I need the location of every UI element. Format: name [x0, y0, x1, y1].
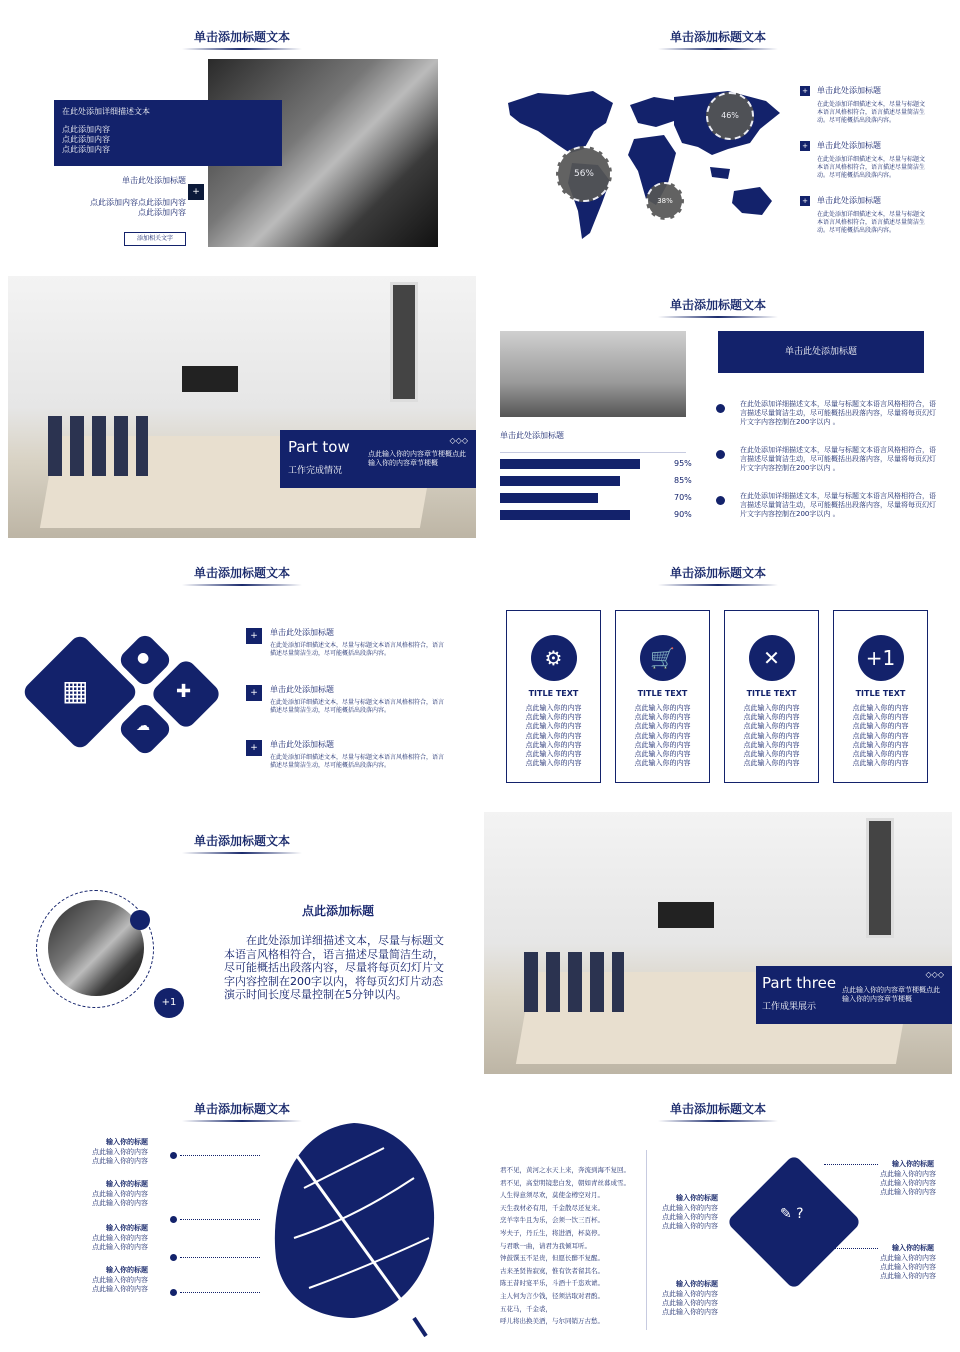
connector-line: [180, 1155, 260, 1156]
plus-icon: +: [246, 628, 262, 644]
slide-title: 单击添加标题文本: [193, 30, 290, 44]
item-line: 点此输入你的内容: [880, 1170, 936, 1178]
item-body: 在此处添加详细描述文本，尽量与标题文本语言风格相符合，语言描述尽量简洁生动。尽可能概括出段落内容。: [817, 156, 926, 179]
bullet-dot: [716, 496, 725, 505]
card-body: 点此输入你的内容 点此输入你的内容 点此输入你的内容 点此输入你的内容 点此输入你的内容 点此输入你的内容 点此输入你的内容: [634, 704, 691, 768]
item-head: 单击此处添加标题: [270, 685, 334, 694]
section-head: 点此添加标题: [301, 904, 374, 918]
office-window: [390, 282, 418, 402]
plus-icon: +: [800, 196, 810, 206]
item-line: 点此输入你的内容: [662, 1299, 718, 1307]
slide-5: [8, 544, 476, 808]
poem-line: 君不见，黄河之水天上来，奔流到海不复回。: [500, 1166, 630, 1174]
plus-one-icon: +1: [858, 635, 904, 681]
poem-line: 五花马，千金裘，: [500, 1304, 552, 1313]
item-body: 在此处添加详细描述文本，尽量与标题文本语言风格相符合，语言描述尽量简洁生动，尽可能概括出段落内容，尽量将每页幻灯片文字内容控制在200字以内 。: [740, 492, 936, 518]
poem-line: 与君歌一曲，请君为我倾耳听。: [500, 1241, 591, 1250]
diamond-icons: ◇◇◇: [449, 436, 468, 445]
part-title: Part three: [762, 974, 837, 992]
item-line: 点此输入你的内容: [662, 1308, 718, 1316]
poem-line: 君不见，高堂明镜悲白发，朝如青丝暮成雪。: [500, 1178, 630, 1187]
bar-chart: [500, 459, 710, 529]
slide-8: [484, 812, 952, 1074]
connector-line: [180, 1257, 260, 1258]
item-head: 单击此处添加标题: [270, 740, 334, 749]
item-line: 点此输入你的内容: [92, 1234, 148, 1242]
sub-head: 单击此处添加标题: [122, 176, 186, 185]
cart-icon: 🛒: [640, 635, 686, 681]
slide-10: [484, 1080, 952, 1344]
bullet-dot: [716, 404, 725, 413]
item-line: 点此输入你的内容: [880, 1272, 936, 1280]
stat-pct: 46%: [721, 111, 739, 120]
title-box-text: 单击此处添加标题: [784, 347, 857, 357]
card-title: TITLE TEXT: [637, 689, 688, 698]
card-body: 点此输入你的内容 点此输入你的内容 点此输入你的内容 点此输入你的内容 点此输入你的内容 点此输入你的内容 点此输入你的内容: [743, 704, 800, 768]
item-line: 点此输入你的内容: [92, 1199, 148, 1207]
item-head: 输入你的标题: [106, 1180, 148, 1188]
slide-title: 单击添加标题文本: [669, 30, 766, 44]
slide-3: [8, 276, 476, 538]
title-underline: [658, 584, 778, 586]
item-line: 点此输入你的内容: [92, 1157, 148, 1165]
item-line: 点此输入你的内容: [92, 1190, 148, 1198]
item-body: 在此处添加详细描述文本，尽量与标题文本语言风格相符合，语言描述尽量简洁生动，尽可能概括出段落内容。: [270, 699, 445, 714]
item-line: 点此输入你的内容: [880, 1263, 936, 1271]
mic-icon: ●: [137, 650, 150, 666]
feature-card: [615, 610, 710, 783]
puzzle-icon: ✚: [176, 681, 192, 702]
item-head: 输入你的标题: [676, 1194, 718, 1202]
item-body: 在此处添加详细描述文本，尽量与标题文本语言风格相符合，语言描述尽量简洁生动，尽可能概括出段落内容。: [270, 642, 445, 657]
card-title: TITLE TEXT: [855, 689, 906, 698]
puzzle-glyphs-icon: ✎ ?: [780, 1206, 804, 1222]
item-line: 点此输入你的内容: [880, 1188, 936, 1196]
bullet-dot: [170, 1289, 177, 1296]
office-chairs: [48, 416, 148, 476]
bar-pct: 90%: [674, 510, 692, 519]
item-line: 点此输入你的内容: [92, 1285, 148, 1293]
poem-line: 主人何为言少钱，径须沽取对君酌。: [500, 1291, 604, 1300]
chart-divider: [500, 452, 686, 453]
feature-card: [724, 610, 819, 783]
bar-label: 输入标题: [504, 470, 525, 476]
slide-title: 单击添加标题文本: [669, 1102, 766, 1116]
bar: [500, 459, 640, 476]
bar-pct: 85%: [674, 476, 692, 485]
item-head: 单击此处添加标题: [817, 86, 881, 95]
cubicle-photo: [500, 331, 686, 417]
plus-one-badge-icon: +1: [154, 988, 184, 1018]
item-line: 点此输入你的内容: [92, 1276, 148, 1284]
box-line: 点此添加内容: [62, 125, 110, 134]
item-body: 在此处添加详细描述文本，尽量与标题文本语言风格相符合，语言描述尽量简洁生动。尽可能概括出段落内容。: [817, 211, 926, 234]
bar: [500, 493, 598, 510]
poem-line: 古来圣贤皆寂寞，惟有饮者留其名。: [500, 1266, 604, 1275]
plus-icon: +: [800, 141, 810, 151]
poem-line: 钟鼓馔玉不足贵，但愿长醉不复醒。: [500, 1254, 604, 1263]
slide-title: 单击添加标题文本: [193, 1102, 290, 1116]
bar-label: 输入标题: [504, 504, 525, 510]
bullet-dot: [716, 450, 725, 459]
item-line: 点此输入你的内容: [92, 1243, 148, 1251]
connector-line: [824, 1164, 878, 1165]
connector-line: [180, 1292, 260, 1293]
office-tv: [182, 366, 238, 392]
item-head: 输入你的标题: [892, 1160, 934, 1168]
poem-text: [500, 1164, 648, 1328]
poem-line: 人生得意须尽欢，莫使金樽空对月。: [500, 1191, 604, 1200]
title-underline: [658, 48, 778, 50]
diamond-icons: ◇◇◇: [925, 970, 944, 979]
title-underline: [182, 584, 302, 586]
item-body: 在此处添加详细描述文本，尽量与标题文本语言风格相符合，语言描述尽量简洁生动，尽可能概括出段落内容，尽量将每页幻灯片文字内容控制在200字以内 。: [740, 446, 936, 472]
sub-line: 点此添加内容: [138, 208, 186, 217]
puzzle-leaf-icon: [264, 1118, 444, 1338]
chart-head: 单击此处添加标题: [500, 431, 564, 440]
part-desc: 点此输入你的内容章节梗概点此输入你的内容章节梗概: [842, 986, 940, 1003]
card-body: 点此输入你的内容 点此输入你的内容 点此输入你的内容 点此输入你的内容 点此输入你的内容 点此输入你的内容 点此输入你的内容: [852, 704, 909, 768]
slide-9: [8, 1080, 476, 1344]
slide-1: [8, 8, 476, 272]
title-underline: [658, 316, 778, 318]
part-subtitle: 工作完成情况: [288, 466, 343, 476]
part-banner: [280, 430, 476, 488]
poem-divider: [646, 1150, 647, 1330]
poem-line: 烹羊宰牛且为乐，会须一饮三百杯。: [500, 1216, 604, 1225]
stat-pct: 38%: [657, 197, 673, 205]
poem-line: 呼儿将出换美酒，与尔同销万古愁。: [500, 1317, 604, 1326]
item-head: 输入你的标题: [676, 1280, 718, 1288]
bar-pct: 70%: [674, 493, 692, 502]
settings-icon: ⚙: [531, 635, 577, 681]
stat-circle-3: [646, 182, 684, 220]
part-subtitle: 工作成果展示: [762, 1002, 817, 1012]
item-body: 在此处添加详细描述文本，尽量与标题文本语言风格相符合，语言描述尽量简洁生动。尽可能概括出段落内容。: [817, 101, 926, 124]
item-line: 点此输入你的内容: [662, 1290, 718, 1298]
poem-line: 陈王昔时宴平乐，斗酒十千恣欢谑。: [500, 1279, 604, 1288]
description-box: [54, 100, 282, 166]
plus-icon: +: [800, 86, 810, 96]
bar: [500, 510, 630, 527]
item-body: 在此处添加详细描述文本，尽量与标题文本语言风格相符合，语言描述尽量简洁生动，尽可能概括出段落内容，尽量将每页幻灯片文字内容控制在200字以内 。: [740, 400, 936, 426]
feature-card: [506, 610, 601, 783]
stat-circle-1: [556, 146, 612, 202]
bar-label: 输入标题: [504, 487, 525, 493]
card-title: TITLE TEXT: [746, 689, 797, 698]
item-head: 单击此处添加标题: [817, 141, 881, 150]
item-line: 点此输入你的内容: [662, 1204, 718, 1212]
stat-circle-2: [706, 92, 754, 140]
sub-line: 点此添加内容点此添加内容: [90, 198, 186, 207]
bar-pct: 95%: [674, 459, 692, 468]
part-title: Part tow: [288, 438, 350, 456]
part-banner: [756, 966, 952, 1024]
title-underline: [182, 852, 302, 854]
add-text-button[interactable]: 添加相关文字: [124, 232, 186, 246]
item-head: 输入你的标题: [106, 1266, 148, 1274]
puzzle-diamond-icon: [726, 1154, 862, 1290]
card-body: 点此输入你的内容 点此输入你的内容 点此输入你的内容 点此输入你的内容 点此输入你的内容 点此输入你的内容 点此输入你的内容: [525, 704, 582, 768]
slide-7: [8, 812, 476, 1076]
bullet-dot: [170, 1216, 177, 1223]
plus-icon: +: [246, 685, 262, 701]
slide-6: [484, 544, 952, 808]
box-line: 点此添加内容: [62, 135, 110, 144]
item-head: 输入你的标题: [892, 1244, 934, 1252]
card-title: TITLE TEXT: [528, 689, 579, 698]
slide-title: 单击添加标题文本: [669, 298, 766, 312]
office-chairs: [524, 952, 624, 1012]
item-head: 单击此处添加标题: [817, 196, 881, 205]
item-line: 点此输入你的内容: [880, 1254, 936, 1262]
bullet-dot: [170, 1254, 177, 1261]
item-head: 输入你的标题: [106, 1138, 148, 1146]
item-head: 单击此处添加标题: [270, 628, 334, 637]
item-head: 输入你的标题: [106, 1224, 148, 1232]
slide-4: [484, 276, 952, 540]
poem-line: 天生我材必有用，千金散尽还复来。: [500, 1203, 604, 1212]
item-body: 在此处添加详细描述文本，尽量与标题文本语言风格相符合，语言描述尽量简洁生动，尽可能概括出段落内容。: [270, 754, 445, 769]
feature-card: [833, 610, 928, 783]
title-underline: [182, 48, 302, 50]
office-tv: [658, 902, 714, 928]
cloud-icon: ☁: [136, 718, 150, 734]
office-window: [866, 818, 894, 938]
plus-icon: +: [246, 740, 262, 756]
slide-title: 单击添加标题文本: [669, 566, 766, 580]
connector-line: [180, 1219, 260, 1220]
title-box: [718, 331, 924, 373]
stat-pct: 56%: [573, 169, 594, 179]
item-line: 点此输入你的内容: [92, 1148, 148, 1156]
box-line: 点此添加内容: [62, 145, 110, 154]
item-line: 点此输入你的内容: [662, 1213, 718, 1221]
slide-title: 单击添加标题文本: [193, 566, 290, 580]
slide-2: [484, 8, 952, 272]
item-line: 点此输入你的内容: [880, 1179, 936, 1187]
box-head: 在此处添加详细描述文本: [62, 107, 150, 116]
item-line: 点此输入你的内容: [662, 1222, 718, 1230]
section-body: 在此处添加详细描述文本，尽量与标题文本语言风格相符合，语言描述尽量简洁生动，尽可能概括出段落内容，尽量将每页幻灯片文字内容控制在200字以内，将每页幻灯片动态演示时间长度尽量控制在5分钟以内。: [224, 934, 444, 1001]
tools-icon: ✕: [749, 635, 795, 681]
slide-title: 单击添加标题文本: [193, 834, 290, 848]
plus-icon: +: [188, 184, 204, 200]
grid-icon: ▦: [62, 674, 89, 707]
poem-line: 岑夫子，丹丘生，将进酒，杯莫停。: [500, 1228, 604, 1237]
bar-label: 输入标题: [504, 521, 525, 527]
part-desc: 点此输入你的内容章节梗概点此输入你的内容章节梗概: [368, 450, 466, 467]
title-underline: [658, 1120, 778, 1122]
bullet-dot: [170, 1152, 177, 1159]
connector-line: [824, 1248, 878, 1249]
bar: [500, 476, 620, 493]
